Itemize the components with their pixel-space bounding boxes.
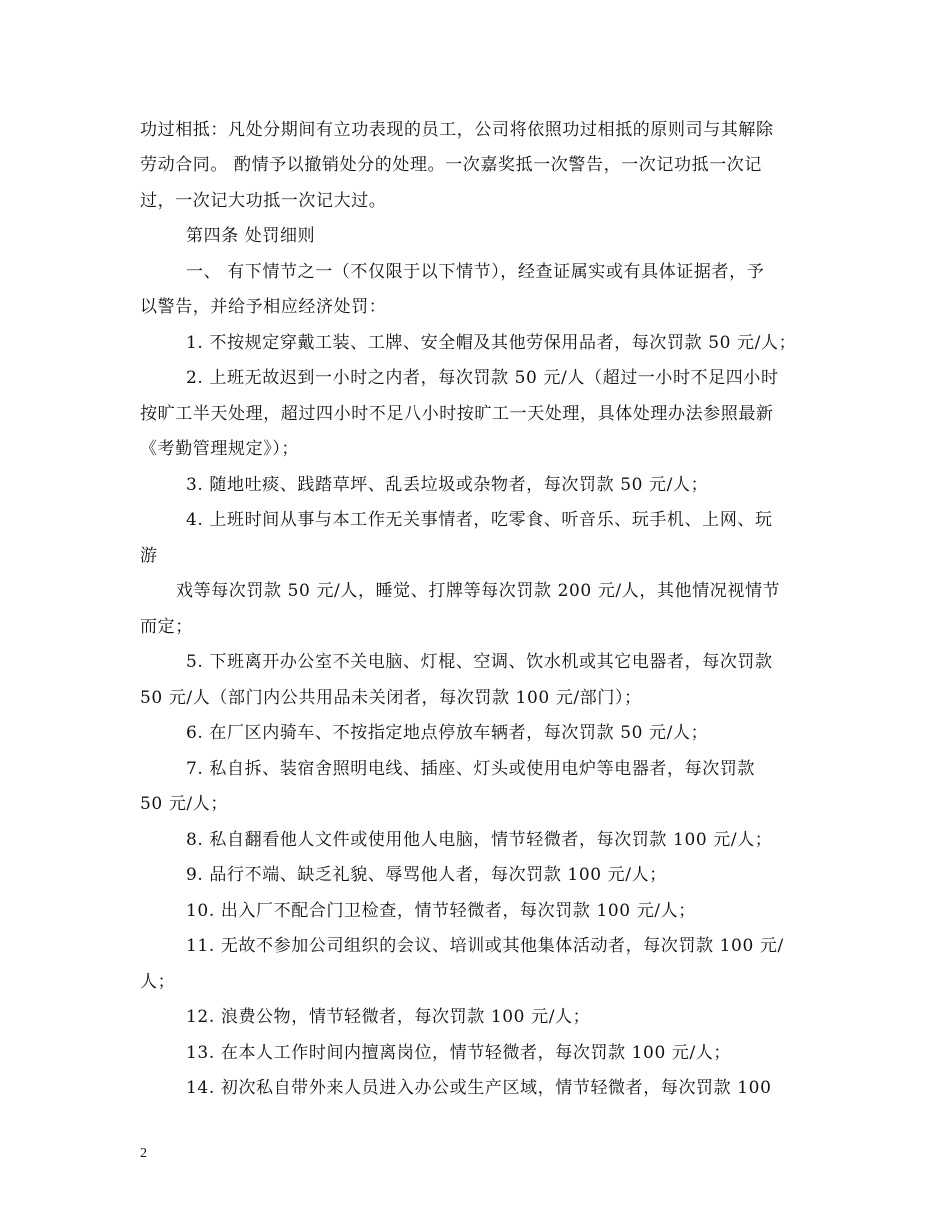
list-item: 2. 上班无故迟到一小时之内者，每次罚款 50 元/人（超过一小时不足四小时: [186, 368, 779, 388]
text-line: 一、 有下情节之一（不仅限于以下情节），经查证属实或有具体证据者，予: [186, 262, 765, 282]
list-item: 4. 上班时间从事与本工作无关事情者，吃零食、听音乐、玩手机、上网、玩: [186, 510, 773, 530]
text-line: 戏等每次罚款 50 元/人，睡觉、打牌等每次罚款 200 元/人，其他情况视情节: [176, 581, 781, 601]
list-item: 11. 无故不参加公司组织的会议、培训或其他集体活动者，每次罚款 100 元/: [186, 936, 784, 956]
list-item: 9. 品行不端、缺乏礼貌、辱骂他人者，每次罚款 100 元/人；: [186, 865, 667, 885]
text-line: 50 元/人；: [140, 794, 228, 814]
list-item: 10. 出入厂不配合门卫检查，情节轻微者，每次罚款 100 元/人；: [186, 901, 696, 921]
text-line: 以警告，并给予相应经济处罚：: [140, 297, 387, 317]
list-item: 13. 在本人工作时间内擅离岗位，情节轻微者，每次罚款 100 元/人；: [186, 1043, 732, 1063]
list-item: 6. 在厂区内骑车、不按指定地点停放车辆者，每次罚款 50 元/人；: [186, 723, 709, 743]
list-item: 5. 下班离开办公室不关电脑、灯棍、空调、饮水机或其它电器者，每次罚款: [186, 652, 773, 672]
text-line: 过，一次记大功抵一次记大过。: [140, 191, 387, 211]
list-item: 14. 初次私自带外来人员进入办公或生产区域，情节轻微者，每次罚款 100: [186, 1078, 772, 1098]
list-item: 7. 私自拆、装宿舍照明电线、插座、灯头或使用电炉等电器者，每次罚款: [186, 759, 756, 779]
text-line: 而定；: [140, 617, 193, 637]
text-line: 《考勤管理规定》）；: [140, 439, 299, 459]
section-heading: 第四条 处罚细则: [186, 226, 316, 246]
page-number: 2: [140, 1146, 147, 1161]
list-item: 3. 随地吐痰、践踏草坪、乱丢垃圾或杂物者，每次罚款 50 元/人；: [186, 475, 709, 495]
text-line: 游: [140, 546, 158, 566]
list-item: 8. 私自翻看他人文件或使用他人电脑，情节轻微者，每次罚款 100 元/人；: [186, 830, 773, 850]
list-item: 12. 浪费公物，情节轻微者，每次罚款 100 元/人；: [186, 1007, 591, 1027]
text-line: 50 元/人（部门内公共用品未关闭者，每次罚款 100 元/部门）；: [140, 688, 642, 708]
list-item: 1. 不按规定穿戴工装、工牌、安全帽及其他劳保用品者，每次罚款 50 元/人；: [186, 333, 797, 353]
text-line: 按旷工半天处理，超过四小时不足八小时按旷工一天处理，具体处理办法参照最新: [140, 404, 774, 424]
text-line: 人；: [140, 972, 176, 992]
text-line: 功过相抵：凡处分期间有立功表现的员工，公司将依照功过相抵的原则司与其解除: [140, 120, 774, 140]
text-line: 劳动合同。 酌情予以撤销处分的处理。一次嘉奖抵一次警告，一次记功抵一次记: [140, 155, 763, 175]
